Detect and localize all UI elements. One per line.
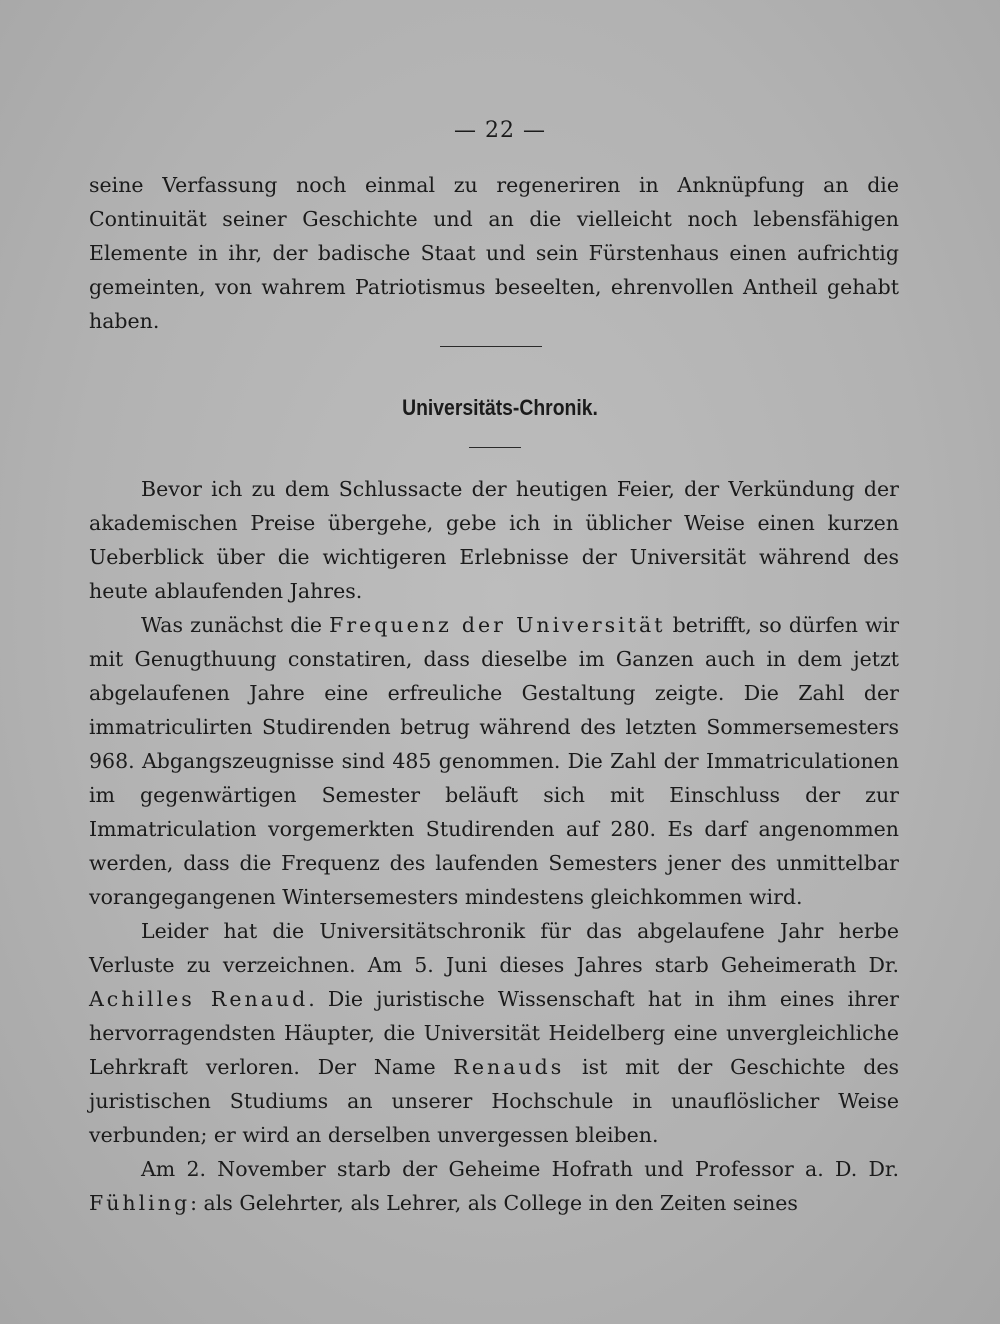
paragraph-1	[89, 472, 899, 608]
chronicle-text-block	[89, 472, 899, 1220]
emphasis-achilles-renaud: Achilles Renaud	[89, 987, 309, 1011]
paragraph-3	[89, 914, 899, 1152]
paragraph-3-text-middle: . Die juristische Wissenschaft hat in ihm eines ihrer hervorragendsten Häupter, die Universität Heidelberg eine unvergleichliche Lehrkraft verloren. Der Name	[89, 987, 899, 1079]
paragraph-4-text-start: Am 2. November starb der Geheime Hofrath und Professor a. D. Dr.	[141, 1157, 899, 1181]
paragraph-4	[89, 1152, 899, 1220]
section-divider-bottom	[469, 447, 521, 448]
intro-text-block	[89, 168, 899, 338]
page-number: — 22 —	[454, 118, 546, 143]
emphasis-renauds: Renauds	[453, 1055, 565, 1079]
emphasis-fuehling: Fühling	[89, 1191, 191, 1215]
paragraph-2-text-rest: betrifft, so dürfen wir mit Genugthuung constatiren, dass dieselbe im Ganzen auch in dem jetzt abgelaufenen Jahre eine erfreuliche Gestaltung zeigte. Die Zahl der immatriculirten Studirenden betrug während des letzten Sommersemesters 968. Abgangszeugnisse sind 485 genommen. Die Zahl der Immatriculationen im gegenwärtigen Semester beläuft sich mit Einschluss der zur Immatriculation vorgemerkten Studirenden auf 280. Es darf angenommen werden, dass die Frequenz des laufenden Semesters jener des unmittelbar vorangegangenen Wintersemesters mindestens gleichkommen wird.	[89, 613, 900, 909]
section-divider-top	[440, 346, 542, 347]
section-heading: Universitäts-Chronik.	[402, 395, 598, 420]
intro-paragraph: seine Verfassung noch einmal zu regeneriren in Anknüpfung an die Continuität seiner Geschichte und an die vielleicht noch lebensfähigen Elemente in ihr, der badische Staat und sein Fürstenhaus einen aufrichtig gemeinten, von wahrem Patriotismus beseelten, ehrenvollen Antheil gehabt haben.	[89, 173, 899, 333]
paragraph-4-text-rest: : als Gelehrter, als Lehrer, als College in den Zeiten seines	[190, 1191, 798, 1215]
paragraph-3-text-start: Leider hat die Universitätschronik für das abgelaufene Jahr herbe Verluste zu verzeichnen. Am 5. Juni dieses Jahres starb Geheimerath Dr.	[89, 919, 899, 977]
emphasis-frequenz: Frequenz der Universität	[329, 613, 666, 637]
paragraph-3-text-end: ist mit der Geschichte des juristischen Studiums an unserer Hochschule in unauflöslicher Weise verbunden; er wird an derselben unvergessen bleiben.	[89, 1055, 899, 1147]
paragraph-1-text: Bevor ich zu dem Schlussacte der heutigen Feier, der Verkündung der akademischen Preise übergehe, gebe ich in üblicher Weise einen kurzen Ueberblick über die wichtigeren Erlebnisse der Universität während des heute ablaufenden Jahres.	[89, 477, 899, 603]
paragraph-2	[89, 608, 899, 914]
paragraph-2-text-start: Was zunächst die	[141, 613, 330, 637]
